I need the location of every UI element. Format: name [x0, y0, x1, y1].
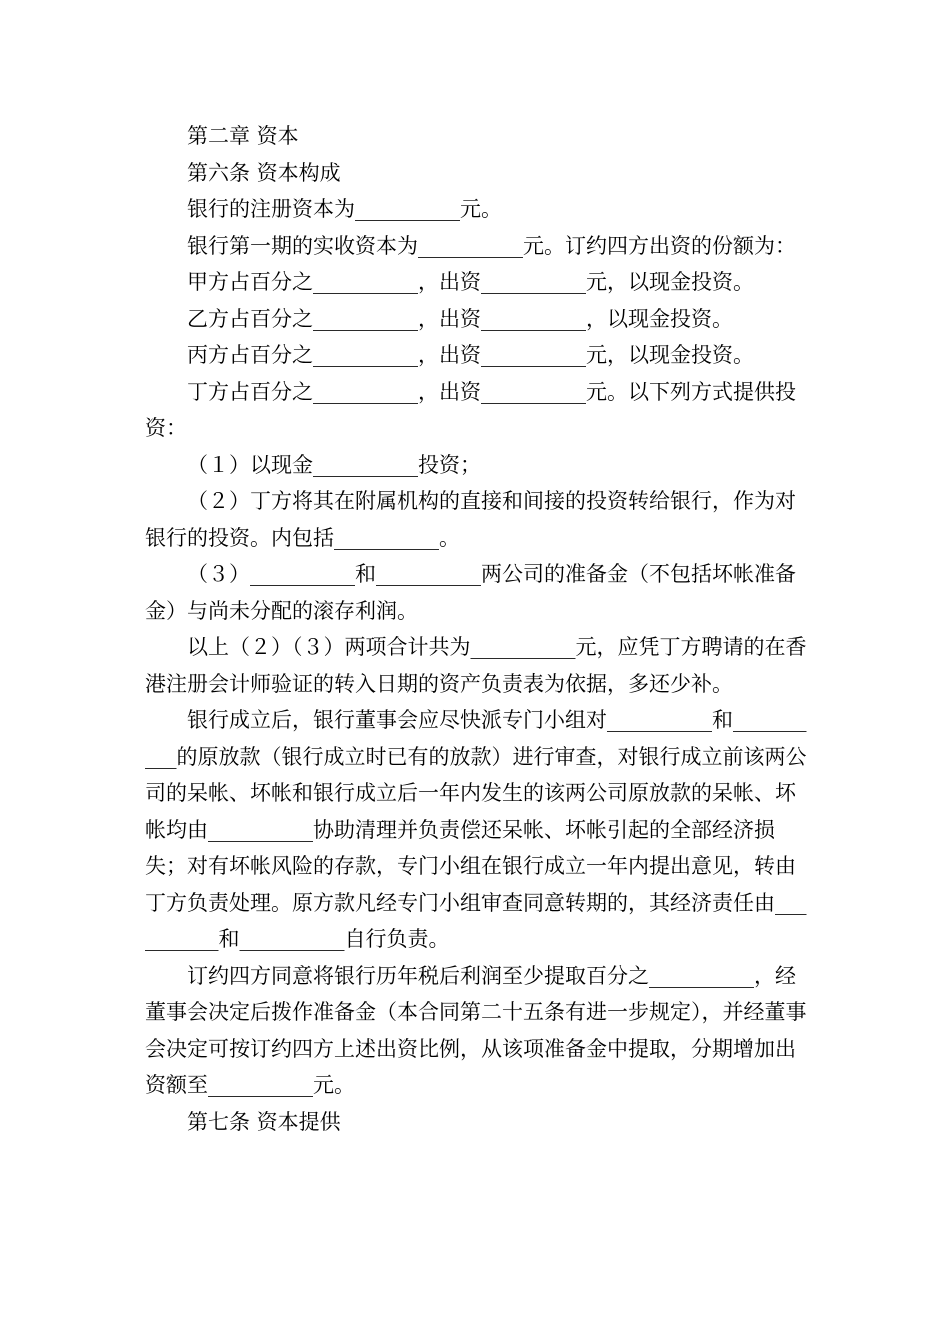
paragraph: （３）__________和__________两公司的准备金（不包括坏帐准备金）与尚未分配的滚存利润。 [145, 562, 796, 623]
paragraph: （１）以现金__________投资； [187, 452, 481, 477]
paragraph: 订约四方同意将银行历年税后利润至少提取百分之__________，经董事会决定后拨作准备金（本合同第二十五条有进一步规定），并经董事会决定可按订约四方上述出资比例，从该项准备金中提取，分期增加出资额至__________元。 [145, 963, 807, 1097]
paragraph: 丙方占百分之__________，出资__________元，以现金投资。 [187, 343, 754, 367]
chapter-heading: 第二章 资本 [187, 124, 299, 148]
article-heading: 第七条 资本提供 [187, 1109, 341, 1134]
document-page [145, 118, 811, 1140]
paragraph: 乙方占百分之__________，出资__________，以现金投资。 [187, 306, 733, 331]
paragraph: 以上（２）（３）两项合计共为__________元，应凭丁方聘请的在香港注册会计师验证的转入日期的资产负责表为依据，多还少补。 [145, 635, 807, 696]
article-heading: 第六条 资本构成 [187, 160, 341, 185]
paragraph: 银行第一期的实收资本为__________元。订约四方出资的份额为： [187, 233, 796, 258]
paragraph: 银行的注册资本为__________元。 [187, 197, 502, 221]
paragraph: 银行成立后，银行董事会应尽快派专门小组对__________和__________的原放款（银行成立时已有的放款）进行审查，对银行成立前该两公司的呆帐、坏帐和银行成立后一年内发生的该两公司原放款的呆帐、坏帐均由__________协助清理并负责偿还呆帐、坏帐引起的全部经济损失；对有坏帐风险的存款，专门小组在银行成立一年内提出意见，转由丁方负责处理。原方款凡经专门小组审查同意转期的，其经济责任由__________和__________自行负责。 [145, 708, 807, 951]
paragraph: 甲方占百分之__________，出资__________元，以现金投资。 [187, 270, 754, 294]
paragraph: 丁方占百分之__________，出资__________元。以下列方式提供投资： [145, 379, 796, 440]
paragraph: （２）丁方将其在附属机构的直接和间接的投资转给银行，作为对银行的投资。内包括__________。 [145, 489, 796, 550]
